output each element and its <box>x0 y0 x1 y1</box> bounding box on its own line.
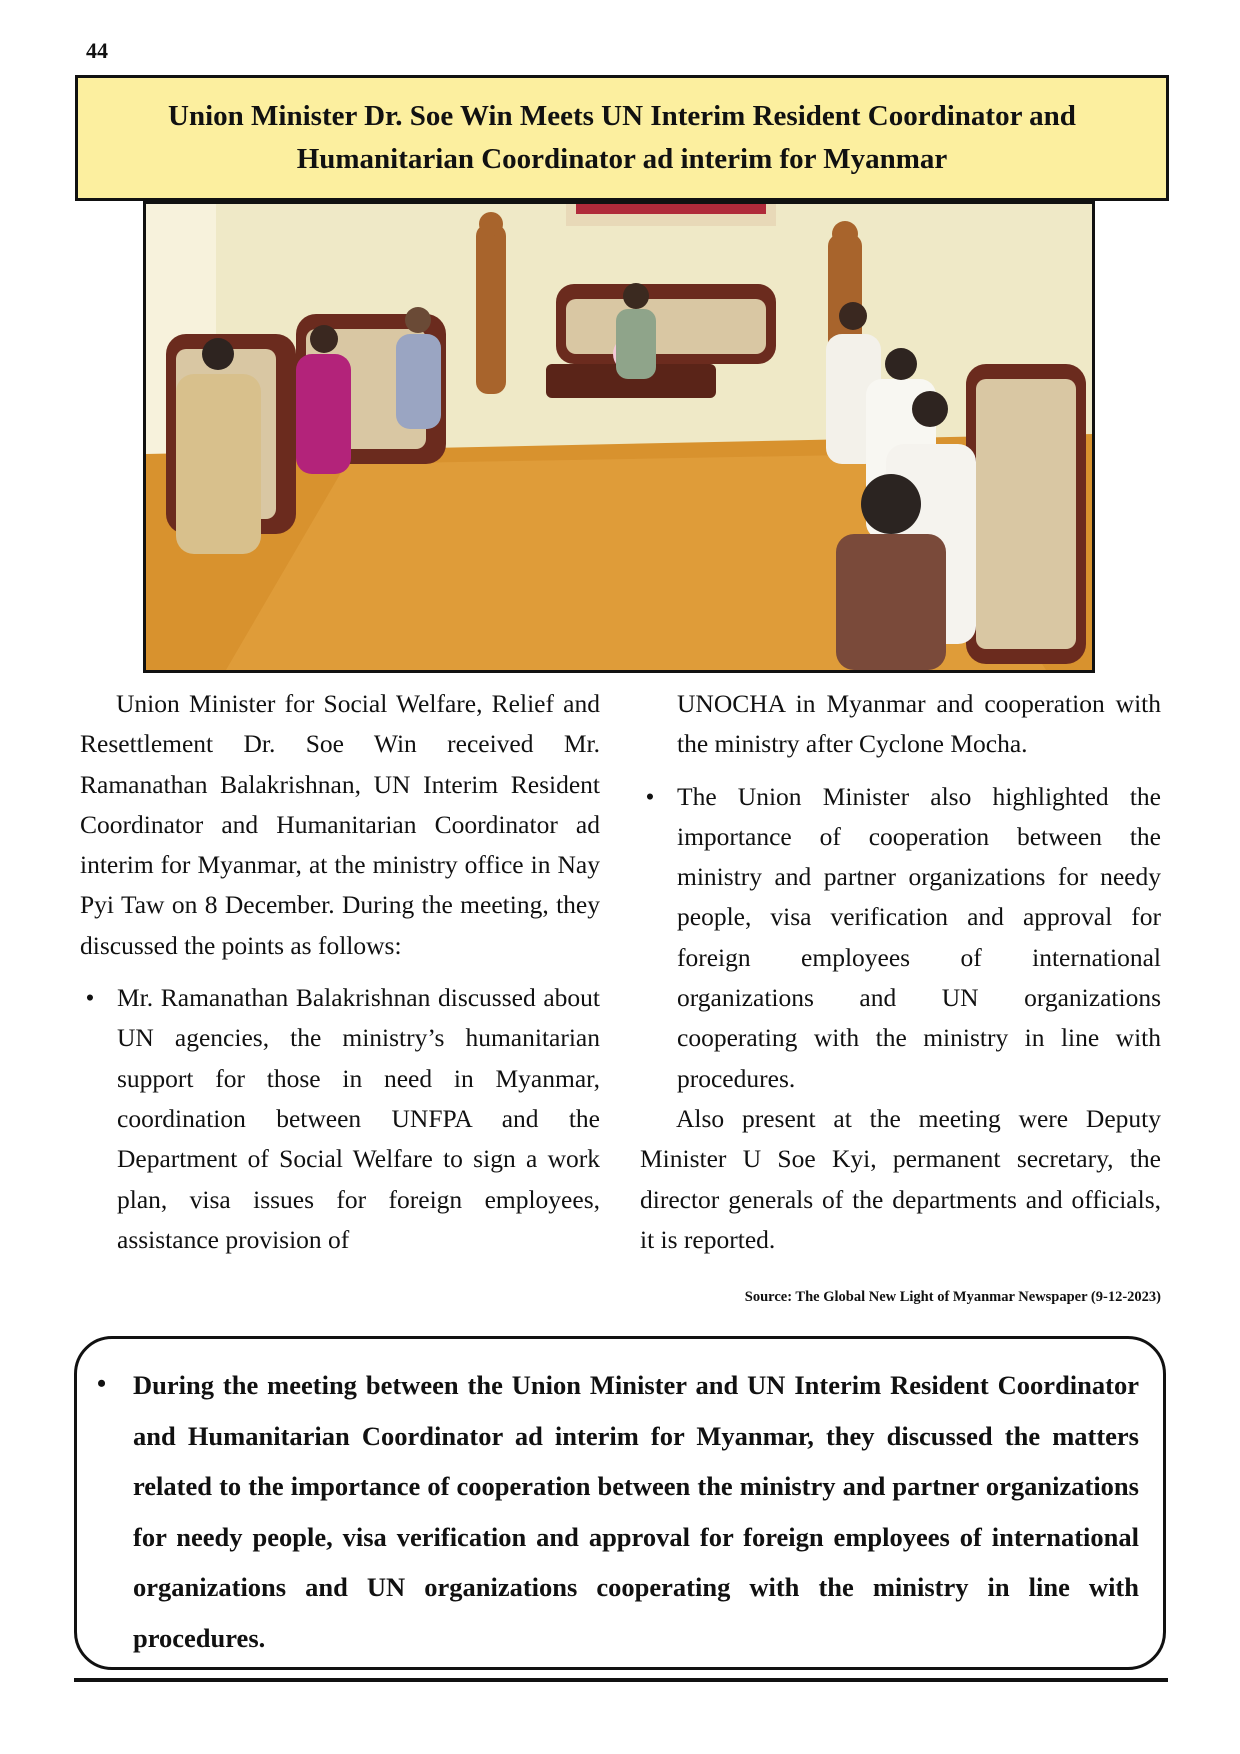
article-title <box>75 75 1169 201</box>
closing-paragraph: Also present at the meeting were Deputy Minister U Soe Kyi, permanent secretary, the director generals of the departments and officials, it is reported. <box>640 1103 1161 1254</box>
summary-text: During the meeting between the Union Minister and UN Interim Resident Coordinator and Humanitarian Coordinator ad interim for Myanmar, they discussed the matters related to the importance of cooperation between the ministry and partner organizations for needy people, visa verification and approval for foreign employees of international organizations and UN organizations cooperating with the ministry in line with procedures. <box>133 1370 1139 1653</box>
left-column <box>80 684 600 1260</box>
discussion-points-continued <box>640 777 1161 1099</box>
list-item <box>80 978 600 1260</box>
discussion-points <box>80 978 600 1260</box>
summary-box <box>74 1336 1166 1670</box>
bullet-2-text: The Union Minister also highlighted the importance of cooperation between the ministry and partner organizations for needy people, visa verification and approval for foreign employees of international organizations and UN organizations cooperating with the ministry in line with procedures. <box>677 781 1161 1093</box>
right-column <box>640 684 1161 1260</box>
title-line-1: Union Minister Dr. Soe Win Meets UN Interim Resident Coordinator and <box>168 100 1076 132</box>
bullet-1-text: Mr. Ramanathan Balakrishnan discussed about UN agencies, the ministry’s humanitarian support for those in need in Myanmar, coordination between UNFPA and the Department of Social Welfare to sign a work plan, visa issues for foreign employees, assistance provision of <box>117 983 600 1254</box>
bottom-divider <box>74 1678 1168 1682</box>
meeting-photo-illustration <box>146 204 1092 670</box>
bullet-marker: • <box>645 781 655 811</box>
source-citation: Source: The Global New Light of Myanmar Newspaper (9-12-2023) <box>744 1289 1161 1305</box>
list-item <box>640 777 1161 1099</box>
summary-bullet-marker: • <box>97 1369 107 1398</box>
title-line-2: Humanitarian Coordinator ad interim for Myanmar <box>296 143 948 175</box>
page-number: 44 <box>86 38 108 63</box>
meeting-photo <box>143 201 1095 673</box>
bullet-1-continuation: UNOCHA in Myanmar and cooperation with the ministry after Cyclone Mocha. <box>677 689 1161 759</box>
intro-paragraph: Union Minister for Social Welfare, Relief and Resettlement Dr. Soe Win received Mr. Ramanathan Balakrishnan, UN Interim Resident Coordinator and Humanitarian Coordinator ad interim for Myanmar, at the ministry office in Nay Pyi Taw on 8 December. During the meeting, they discussed the points as follows: <box>80 689 600 960</box>
bullet-marker: • <box>85 983 95 1013</box>
